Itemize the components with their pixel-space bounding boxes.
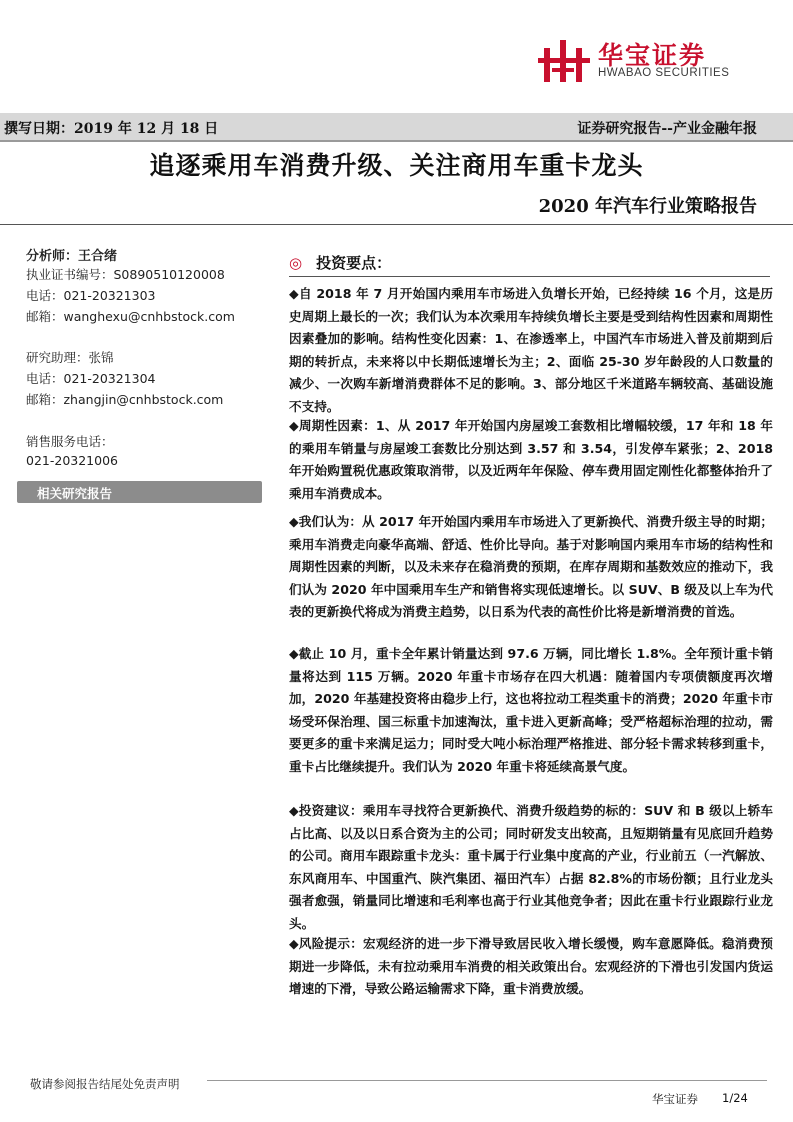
related-reports-button[interactable] bbox=[17, 481, 262, 503]
company-logo bbox=[538, 36, 760, 86]
key-point-paragraph: ◆自 2018 年 7 月开始国内乘用车市场进入负增长开始，已经持续 16 个月，这是历史周期上最长的一次；我们认为本次乘用车持续负增长主要是受到结构性因素和周期性因素叠加的影响。结构性变化因素：1、在渗透率上，中国汽车市场进入普及前期到后期的转折点，未来将以中长期低速增长为主；2、面临 25-30 岁年龄段的人口数量的减少、一次购车新增消费群体不足的影响。3、部分地区千米道路车辆较高、基础设施不支持。 bbox=[289, 286, 773, 414]
diamond-bullet-icon: ◆ bbox=[289, 286, 299, 301]
title-divider bbox=[0, 224, 793, 225]
page-number: 1/24 bbox=[722, 1091, 748, 1105]
assistant-email: 邮箱：zhangjin@cnhbstock.com bbox=[26, 392, 224, 407]
report-date: 撰写日期：2019 年 12 月 18 日 bbox=[4, 121, 219, 137]
key-points-divider bbox=[289, 276, 770, 277]
diamond-bullet-icon: ◆ bbox=[289, 514, 299, 529]
key-point-paragraph: ◆截止 10 月，重卡全年累计销量达到 97.6 万辆，同比增长 1.8%。全年预计重卡销量将达到 115 万辆。2020 年重卡市场存在四大机遇：随着国内专项债额度再次增加，2020 年基建投资将由稳步上行，这也将拉动工程类重卡的消费；2020 年重卡市场受环保治理、国三标重卡加速淘汰，重卡进入更新高峰；受严格超标治理的拉动，需要更多的重卡来满足运力；同时受大吨小标治理严格推进、部分轻卡需求转移到重卡，重卡占比继续提升。我们认为 2020 年重卡将延续高景气度。 bbox=[289, 646, 774, 774]
related-reports-label: 相关研究报告 bbox=[37, 486, 113, 501]
target-icon: ◎ bbox=[289, 254, 303, 272]
report-title: 追逐乘用车消费升级、关注商用车重卡龙头 bbox=[149, 151, 644, 180]
assistant-name: 研究助理：张锦 bbox=[26, 350, 114, 365]
key-point-paragraph: ◆风险提示：宏观经济的进一步下滑导致居民收入增长缓慢，购车意愿降低。稳消费预期进一步降低，未有拉动乘用车消费的相关政策出台。宏观经济的下滑也引发国内货运增速的下滑，导致公路运输需求下降，重卡消费放缓。 bbox=[289, 936, 774, 997]
analyst-phone: 电话：021-20321303 bbox=[26, 288, 156, 303]
key-points-title: 投资要点： bbox=[316, 254, 392, 272]
sales-label: 销售服务电话： bbox=[26, 434, 114, 449]
analyst-name: 分析师：王合绪 bbox=[26, 249, 118, 264]
diamond-bullet-icon: ◆ bbox=[289, 646, 299, 661]
assistant-phone: 电话：021-20321304 bbox=[26, 371, 156, 386]
hwabao-logo-icon bbox=[538, 36, 594, 86]
analyst-email: 邮箱：wanghexu@cnhbstock.com bbox=[26, 309, 235, 324]
sales-phone: 021-20321006 bbox=[26, 453, 118, 468]
diamond-bullet-icon: ◆ bbox=[289, 936, 299, 951]
diamond-bullet-icon: ◆ bbox=[289, 803, 299, 818]
report-subtitle: 2020 年汽车行业策略报告 bbox=[538, 196, 757, 217]
key-point-paragraph: ◆我们认为：从 2017 年开始国内乘用车市场进入了更新换代、消费升级主导的时期；乘用车消费走向豪华高端、舒适、性价比导向。基于对影响国内乘用车市场的结构性和周期性因素的判断，以及未来存在稳消费的预期，在库存周期和基数效应的推动下，我们认为 2020 年中国乘用车生产和销售将实现低速增长。以 SUV、B 级及以上车为代表的更新换代将成为消费主趋势，以日系为代表的高性价比将是新增消费的首选。 bbox=[289, 514, 773, 620]
logo-name-cn: 华宝证券 bbox=[598, 41, 707, 70]
footer-brand: 华宝证券 bbox=[652, 1092, 698, 1106]
footer-divider bbox=[207, 1080, 767, 1081]
logo-name-en: HWABAO SECURITIES bbox=[598, 67, 730, 79]
report-type: 证券研究报告--产业金融年报 bbox=[577, 121, 757, 137]
key-point-paragraph: ◆投资建议：乘用车寻找符合更新换代、消费升级趋势的标的：SUV 和 B 级以上轿车占比高、以及以日系合资为主的公司；同时研发支出较高，且短期销量有见底回升趋势的公司。商用车跟踪重卡龙头：重卡属于行业集中度高的产业，行业前五（一汽解放、东风商用车、中国重汽、陕汽集团、福田汽车）占据 82.8%的市场份额；且行业龙头强者愈强，销量同比增速和毛利率也高于行业其他竞争者；因此在重卡行业跟踪行业龙头。 bbox=[289, 803, 774, 931]
header-divider bbox=[0, 140, 793, 142]
key-points-heading bbox=[289, 252, 391, 273]
key-point-paragraph: ◆周期性因素：1、从 2017 年开始国内房屋竣工套数相比增幅较缓，17 年和 18 年的乘用车销量与房屋竣工套数比分别达到 3.57 和 3.54，引发停车紧张；2、2018 年开始购置税优惠政策取消带，以及近两年年保险、停车费用固定刚性化都整体抬升了乘用车消费成本。 bbox=[289, 418, 774, 501]
diamond-bullet-icon: ◆ bbox=[289, 418, 299, 433]
analyst-license: 执业证书编号：S0890510120008 bbox=[26, 267, 225, 282]
disclaimer-note: 敬请参阅报告结尾处免责声明 bbox=[30, 1077, 180, 1091]
